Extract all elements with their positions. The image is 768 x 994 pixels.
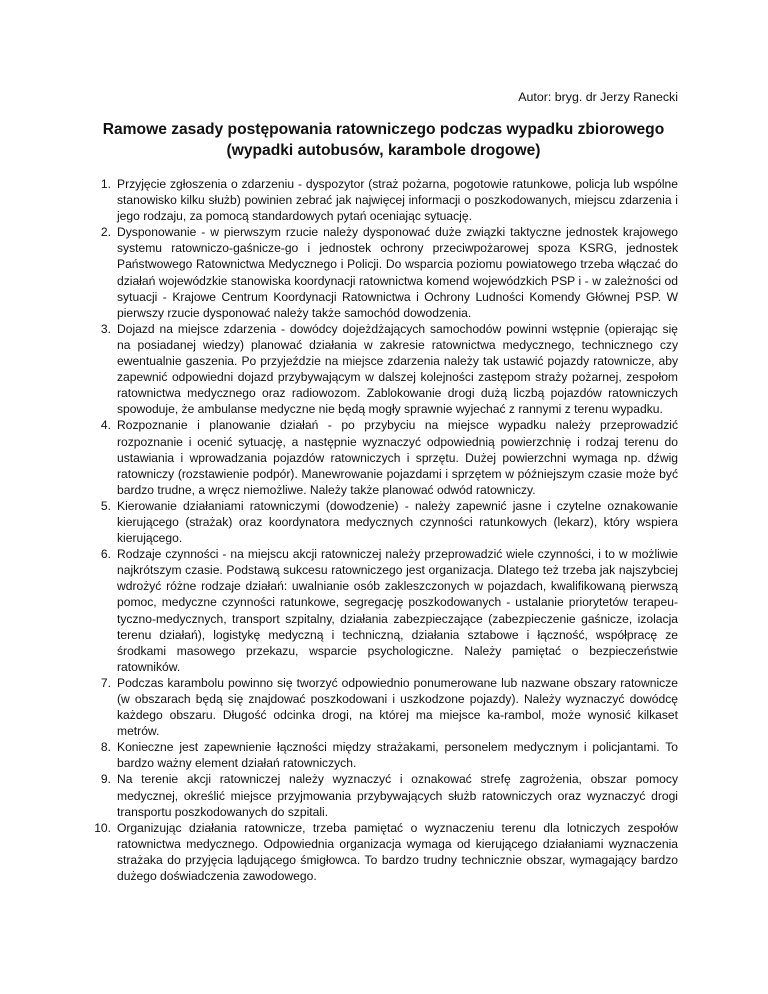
title-line-1: Ramowe zasady postępowania ratowniczego podczas wypadku zbiorowego xyxy=(102,121,665,138)
document-title xyxy=(89,119,678,161)
item-number: 2. xyxy=(100,225,111,240)
list-item xyxy=(89,176,678,224)
title-line-2: (wypadki autobusów, karambole drogowe) xyxy=(226,142,541,159)
item-text: Kierowanie działaniami ratowniczymi (dowodzenie) - należy zapewnić jasne i czytelne oznakowanie kierującego (strażak) oraz koordynatora medycznych czynności ratunkowych (lekarz), który wspiera kierującego. xyxy=(117,498,678,546)
list-item xyxy=(89,820,678,884)
item-text: Rozpoznanie i planowanie działań - po przybyciu na miejsce wypadku należy przeprowadzić rozpoznanie i ocenić sytuację, a następnie wyznaczyć odpowiednią powierzchnię i rodzaj terenu do ustawiania i wprowadzania pojazdów ratowniczych i sprzętu. Dużej powierzchni wymaga np. dźwig ratowniczy (rozstawienie podpór). Manewrowanie pojazdami i sprzętem w późniejszym czasie może być bardzo trudne, a wręcz niemożliwe. Należy także planować odwód ratowniczy. xyxy=(117,418,678,497)
procedure-list xyxy=(89,176,678,884)
item-number: 8. xyxy=(100,740,111,755)
list-item xyxy=(89,546,678,675)
item-number: 10. xyxy=(94,820,111,835)
item-text: Dysponowanie - w pierwszym rzucie należy dysponować duże związki taktyczne jednostek krajowego systemu ratowniczo-gaśnicze-go i jednostek ochrony przeciwpożarowej spoza KSRG, jednostek Państwowego Ratownictwa Medycznego i Policji. Do wsparcia poziomu powiatowego trzeba włączać do działań wojewódzkie stanowiska koordynacji ratownictwa komend wojewódzkich PSP i - w zależności od sytuacji - Krajowe Centrum Koordynacji Ratownictwa i Ochrony Ludności Komendy Głównej PSP. W pierwszy rzucie dysponować należy także samochód dowodzenia. xyxy=(117,225,678,320)
item-text: Na terenie akcji ratowniczej należy wyznaczyć i oznakować strefę zagrożenia, obszar pomocy medycznej, określić miejsce przyjmowania przybywających służb ratowniczych oraz wyznaczyć drogi transportu poszkodowanych do szpitali. xyxy=(117,772,678,819)
list-item xyxy=(89,739,678,771)
item-text: Rodzaje czynności - na miejscu akcji ratowniczej należy przeprowadzić wiele czynności, i to w możliwie najkrótszym czasie. Podstawą sukcesu ratowniczego jest organizacja. Dlatego też trzeba jak najszybciej wdrożyć różne rodzaje działań: uwalnianie osób zakleszczonych w pojazdach, kwalifikowaną pierwszą pomoc, medyczne czynności ratunkowe, segregację poszkodowanych - ustalanie priorytetów terapeu-tyczno-medycznych, transport szpitalny, działania zabezpieczające (zabezpieczenie gaśnicze, izolacja terenu działań), logistykę medyczną i techniczną, działania sztabowe i łączność, współpracę ze środkami masowego przekazu, wsparcie psychologiczne. Należy pamiętać o bezpieczeństwie ratowników. xyxy=(117,547,678,674)
list-item xyxy=(89,675,678,739)
item-text: Przyjęcie zgłoszenia o zdarzeniu - dyspozytor (straż pożarna, pogotowie ratunkowe, policja lub wspólne stanowisko kilku służb) powinien zebrać jak najwięcej informacji o poszkodowanych, miejscu zdarzenia i jego rodzaju, za pomocą standardowych pytań oceniając sytuację. xyxy=(117,177,678,224)
item-number: 3. xyxy=(100,321,111,336)
list-item xyxy=(89,771,678,819)
item-text: Podczas karambolu powinno się tworzyć odpowiednio ponumerowane lub nazwane obszary ratownicze (w obszarach będą się znajdować poszkodowani i uszkodzone pojazdy). Należy wyznaczyć dowódcę każdego obszaru. Długość odcinka drogi, na której ma miejsce ka-rambol, może wynosić kilkaset metrów. xyxy=(117,675,678,739)
list-item xyxy=(89,224,678,321)
item-text: Konieczne jest zapewnienie łączności między strażakami, personelem medycznym i policjantami. To bardzo ważny element działań ratowniczych. xyxy=(117,740,678,771)
author-line: Autor: bryg. dr Jerzy Ranecki xyxy=(518,90,678,104)
item-text: Organizując działania ratownicze, trzeba pamiętać o wyznaczeniu terenu dla lotniczych zespołów ratownictwa medycznego. Odpowiednia organizacja wymaga od kierującego działaniami wyznaczenia strażaka do przyjęcia lądującego śmigłowca. To bardzo trudny technicznie obszar, wymagający bardzo dużego doświadczenia zawodowego. xyxy=(117,820,678,884)
item-number: 4. xyxy=(100,418,111,433)
item-number: 5. xyxy=(100,498,111,513)
item-number: 1. xyxy=(100,177,111,191)
list-item xyxy=(89,321,678,418)
item-number: 9. xyxy=(100,772,111,787)
list-item xyxy=(89,417,678,497)
item-number: 6. xyxy=(100,547,111,562)
list-item xyxy=(89,498,678,546)
item-number: 7. xyxy=(100,675,111,690)
item-text: Dojazd na miejsce zdarzenia - dowódcy dojeżdżających samochodów powinni wstępnie (opierając się na posiadanej wiedzy) planować działania w zakresie ratownictwa medycznego, technicznego czy ewentualnie gaszenia. Po przyjeździe na miejsce zdarzenia należy tak ustawić pojazdy ratownicze, aby zapewnić odpowiedni dojazd przybywającym w dalszej kolejności zastępom straży pożarnej, zespołom ratownictwa medycznego oraz radiowozom. Zablokowanie drogi dużą liczbą pojazdów ratowniczych spowoduje, że ambulanse medyczne nie będą mogły sprawnie wyjechać z rannymi z terenu wypadku. xyxy=(117,321,678,417)
